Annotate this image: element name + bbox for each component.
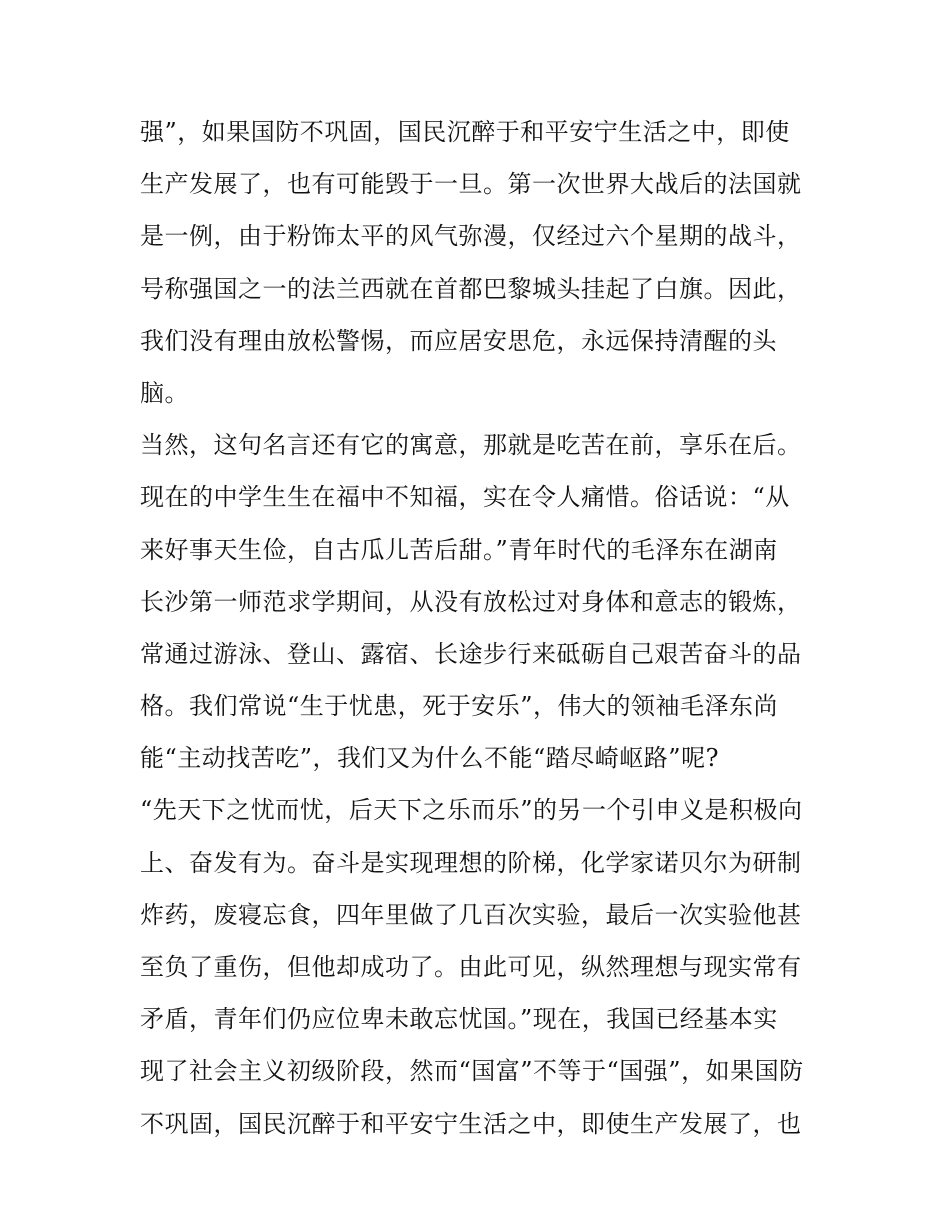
text-line: 长沙第一师范求学期间，从没有放松过对身体和意志的锻炼， [140, 587, 802, 616]
text-line: “先天下之忧而忧，后天下之乐而乐”的另一个引申义是积极向 [140, 796, 803, 825]
text-line: 当然，这句名言还有它的寓意，那就是吃苦在前，享乐在后。 [140, 431, 802, 460]
body-text [140, 106, 820, 1150]
text-line: 生产发展了，也有可能毁于一旦。第一次世界大战后的法国就 [140, 170, 802, 199]
text-line: 格。我们常说“生于忧患，死于安乐”，伟大的领袖毛泽东尚 [140, 692, 779, 721]
text-line: 能“主动找苦吃”，我们又为什么不能“踏尽崎岖路”呢? [140, 744, 719, 773]
text-line: 常通过游泳、登山、露宿、长途步行来砥砺自己艰苦奋斗的品 [140, 639, 802, 668]
text-line: 我们没有理由放松警惕，而应居安思危，永远保持清醒的头 [140, 326, 777, 355]
text-line: 来好事天生俭，自古瓜儿苦后甜。”青年时代的毛泽东在湖南 [140, 535, 778, 564]
text-line: 现在的中学生生在福中不知福，实在令人痛惜。俗话说：“从 [140, 483, 790, 512]
text-line: 矛盾，青年们仍应位卑未敢忘忧国。”现在，我国已经基本实 [140, 1005, 778, 1034]
text-line: 不巩固，国民沉醉于和平安宁生活之中，即使生产发展了，也 [140, 1109, 802, 1138]
text-line: 上、奋发有为。奋斗是实现理想的阶梯，化学家诺贝尔为研制 [140, 848, 802, 877]
text-line: 脑。 [140, 378, 189, 407]
text-line: 号称强国之一的法兰西就在首都巴黎城头挂起了白旗。因此， [140, 274, 802, 303]
text-line: 现了社会主义初级阶段，然而“国富”不等于“国强”，如果国防 [140, 1057, 804, 1086]
text-line: 强”，如果国防不巩固，国民沉醉于和平安宁生活之中，即使 [140, 118, 790, 146]
text-line: 至负了重伤，但他却成功了。由此可见，纵然理想与现实常有 [140, 953, 802, 981]
text-line: 是一例，由于粉饰太平的风气弥漫，仅经过六个星期的战斗， [140, 222, 802, 251]
text-line: 炸药，废寝忘食，四年里做了几百次实验，最后一次实验他甚 [140, 900, 802, 929]
